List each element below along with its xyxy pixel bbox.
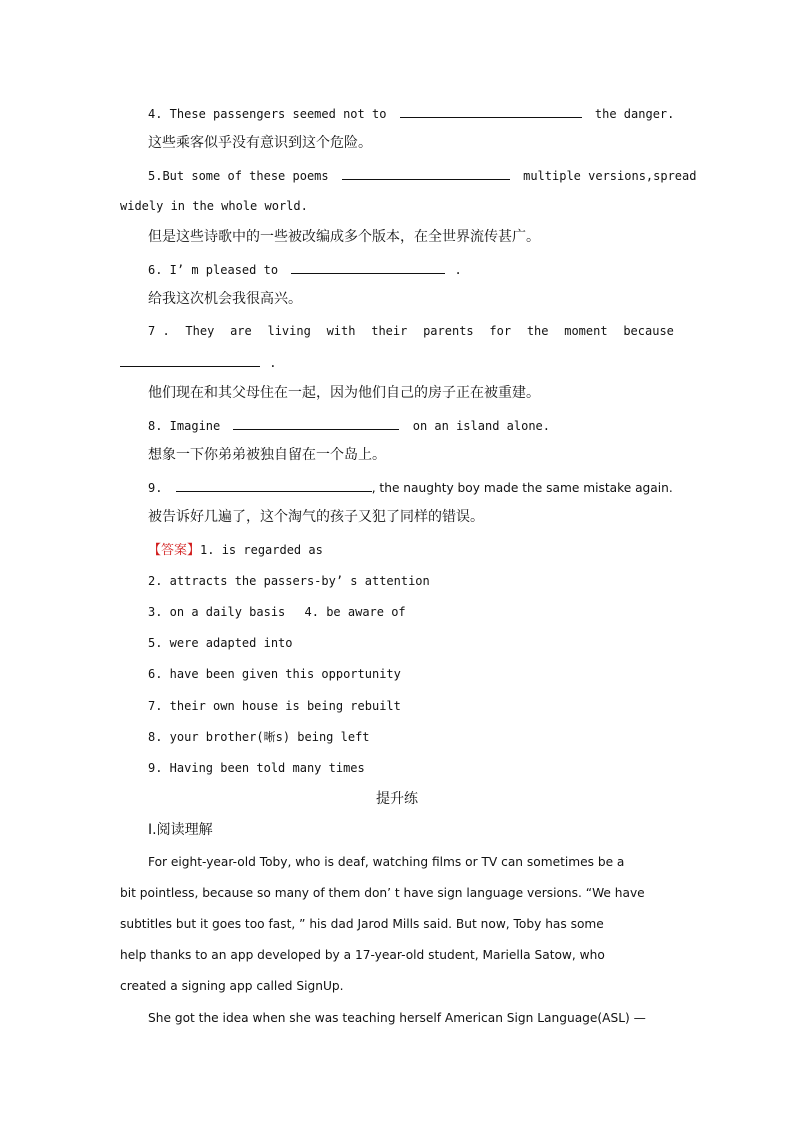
reading-paragraph-2-line-1: She got the idea when she was teaching herself American Sign Language(ASL) — [148, 1011, 646, 1025]
answer-text: 1. is regarded as [200, 543, 323, 557]
answer-blank [176, 479, 372, 492]
answer-6: 6. have been given this opportunity [148, 667, 401, 681]
question-8-translation: 想象一下你弟弟被独自留在一个岛上。 [148, 447, 386, 463]
question-text: . [269, 356, 277, 370]
answer-blank [342, 167, 510, 180]
question-word: 7 . [148, 324, 170, 338]
reading-paragraph-1-line-1 [148, 854, 674, 870]
answer-blank [120, 354, 260, 367]
question-9 [148, 479, 673, 496]
answer-1 [148, 542, 323, 559]
question-word: the [526, 324, 549, 338]
question-text: 6. I’ m pleased to [148, 263, 279, 277]
answer-2: 2. attracts the passers-by’ s attention [148, 574, 430, 588]
question-text: multiple versions,spread [523, 169, 697, 183]
answer-text: 3. on a daily basis [148, 605, 286, 619]
reading-paragraph-1-line-3: subtitles but it goes too fast, ” his dad Jarod Mills said. But now, Toby has some [120, 917, 604, 931]
question-word: They [185, 324, 215, 338]
question-word: parents [423, 324, 474, 338]
reading-paragraph-1-line-2: bit pointless, because so many of them don’ t have sign language versions. “We have [120, 886, 645, 900]
answer-8: 8. your brother(晰s) being left [148, 730, 370, 744]
answer-blank [233, 417, 399, 430]
question-4 [148, 105, 674, 122]
question-word: moment [564, 324, 608, 338]
answer-5: 5. were adapted into [148, 636, 293, 650]
question-5 [148, 167, 696, 184]
answer-blank [291, 261, 445, 274]
question-text: on an island alone. [412, 419, 550, 433]
answer-blank [400, 105, 582, 118]
question-text: 9. [148, 481, 163, 495]
question-9-translation: 被告诉好几遍了，这个淘气的孩子又犯了同样的错误。 [148, 509, 484, 525]
question-word: with [326, 324, 356, 338]
question-7-line-2 [120, 354, 276, 371]
question-word: living [267, 324, 311, 338]
question-text: . [454, 263, 462, 277]
question-6-translation: 给我这次机会我很高兴。 [148, 291, 302, 307]
question-5-line-2: widely in the whole world. [120, 199, 308, 213]
question-6 [148, 261, 462, 278]
question-text: 5.But some of these poems [148, 169, 329, 183]
question-text: 4. These passengers seemed not to [148, 107, 387, 121]
question-text: the danger. [594, 107, 675, 121]
answer-3-4 [148, 604, 406, 620]
answer-text: 4. be aware of [304, 605, 406, 619]
question-4-translation: 这些乘客似乎没有意识到这个危险。 [148, 135, 372, 151]
question-word: for [489, 324, 512, 338]
section-title: 提升练 [376, 791, 418, 807]
question-word: are [230, 324, 252, 338]
section-subtitle: Ⅰ.阅读理解 [148, 822, 213, 838]
question-7-translation: 他们现在和其父母住在一起，因为他们自己的房子正在被重建。 [148, 385, 540, 401]
answer-7: 7. their own house is being rebuilt [148, 699, 401, 713]
question-text: 8. Imagine [148, 419, 221, 433]
question-7 [148, 323, 674, 339]
question-text: , the naughty boy made the same mistake again. [371, 481, 673, 495]
answer-label: 【答案】 [148, 543, 201, 558]
answer-9: 9. Having been told many times [148, 761, 365, 775]
reading-paragraph-1-line-5: created a signing app called SignUp. [120, 979, 344, 993]
question-word: because [623, 324, 674, 338]
question-word: their [371, 324, 408, 338]
question-5-translation: 但是这些诗歌中的一些被改编成多个版本，在全世界流传甚广。 [148, 229, 540, 245]
question-8 [148, 417, 550, 434]
reading-paragraph-1-line-4: help thanks to an app developed by a 17-year-old student, Mariella Satow, who [120, 948, 605, 962]
reading-text: For eight-year-old Toby, who is deaf, watching films or TV can sometimes be a [148, 855, 625, 869]
